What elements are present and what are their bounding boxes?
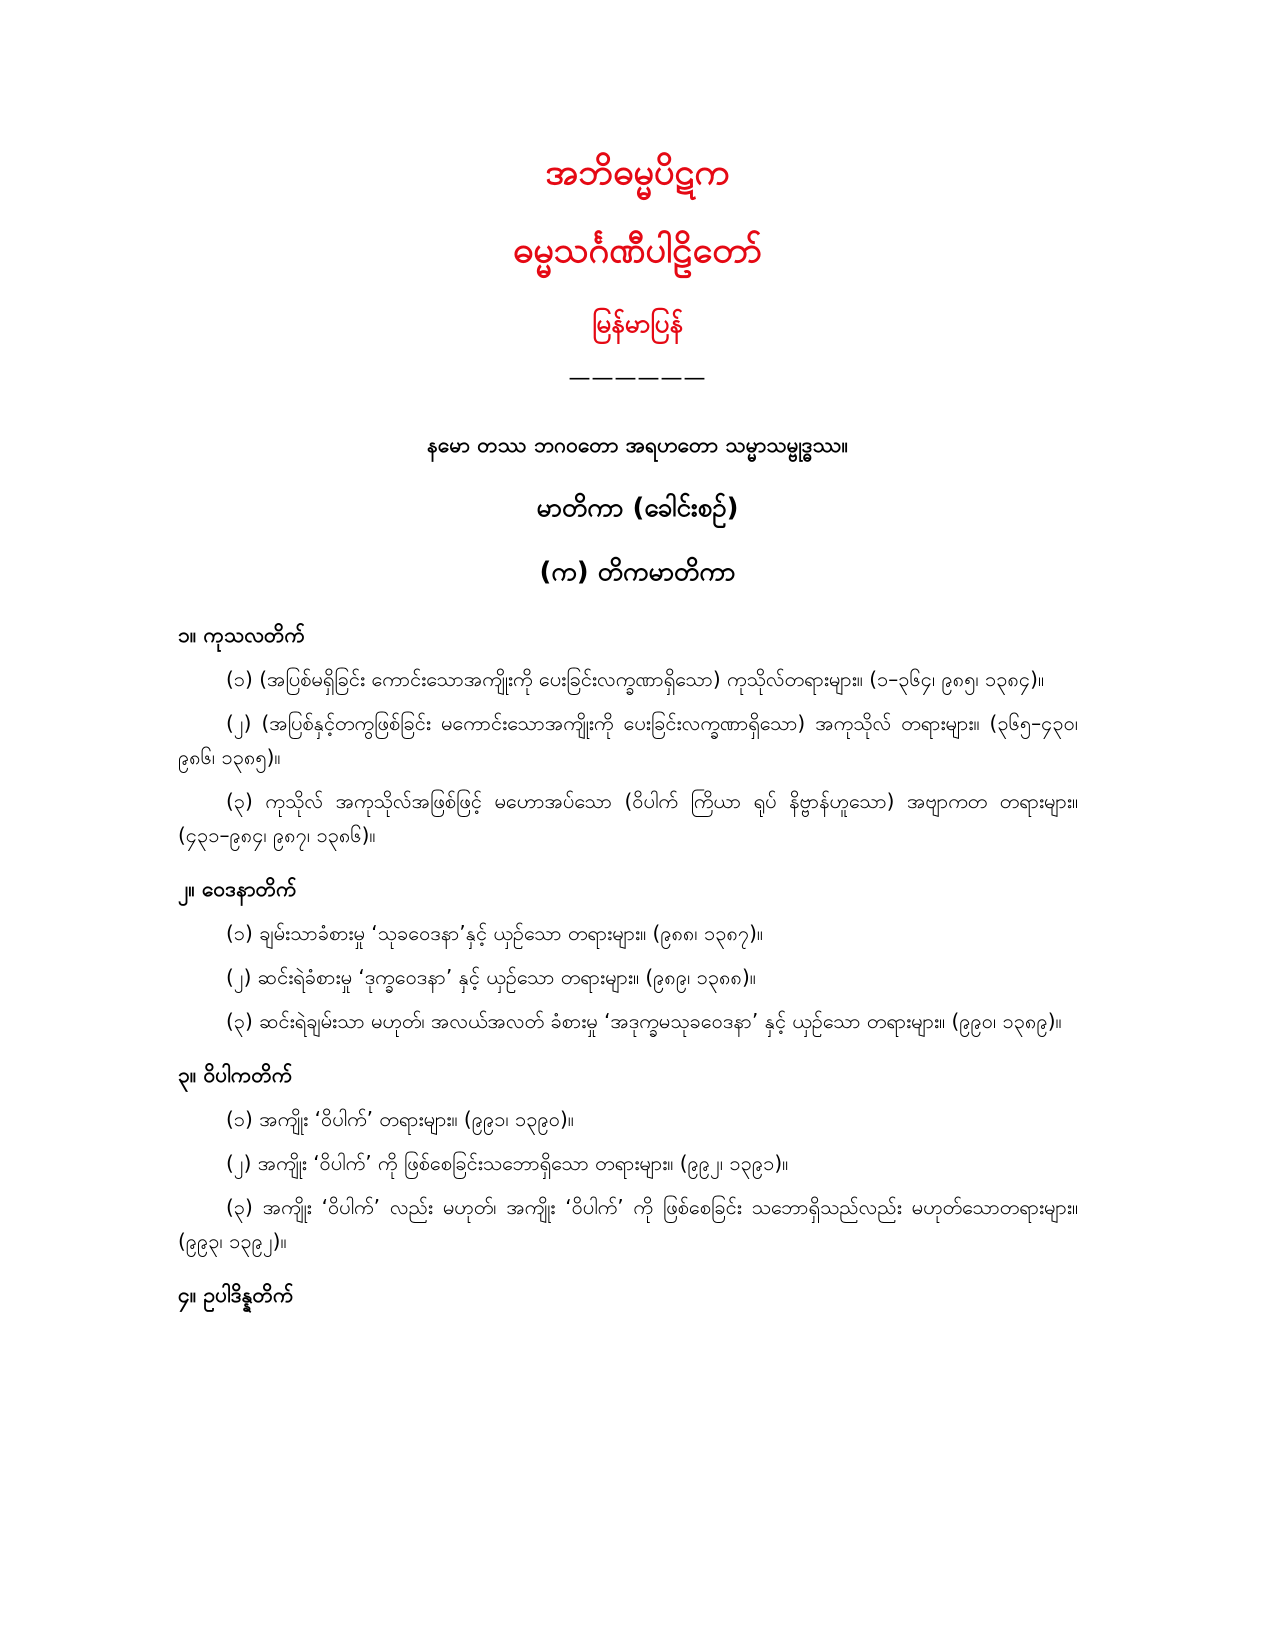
section-title: ၂။ ဝေဒနာတိက် [178, 877, 297, 901]
list-item: (၃) ကုသိုလ် အကုသိုလ်အဖြစ်ဖြင့် မဟောအပ်သော (ဝိပါက် ကြိယာ ရုပ် နိဗ္ဗာန်ဟူသော) အဗျာကတ တရားများ။ (၄၃၁–၉၈၄၊ ၉၈၇၊ ၁၃၈၆)။ [178, 789, 1078, 847]
list-item: (၁) ချမ်းသာခံစားမှု ‘သုခဝေဒနာ’နှင့် ယှဉ်သော တရားများ။ (၉၈၈၊ ၁၃၈၇)။ [226, 921, 763, 945]
title-abhidhamma-pitaka: အဘိဓမ္မပိဋက [545, 152, 730, 193]
namo-homage-line: နမော တဿ ဘဂဝတော အရဟတော သမ္မာသမ္ဗုဒ္ဓဿ။ [427, 433, 848, 457]
section-vipaka-tika [178, 1058, 1078, 1258]
matika-heading: မာတိကာ (ခေါင်းစဉ်) [536, 493, 739, 523]
section-kusala-tika [178, 618, 1078, 852]
tika-matika-subheading: (က) တိကမာတိကာ [539, 557, 736, 587]
list-item: (၂) အကျိုး ‘ဝိပါက်’ ကို ဖြစ်စေခြင်းသဘောရှိသော တရားများ။ (၉၉၂၊ ၁၃၉၁)။ [226, 1151, 789, 1175]
section-title: ၄။ ဥပါဒိန္နတိက် [178, 1283, 294, 1307]
section-upadinna-tika [178, 1278, 1078, 1312]
list-item: (၁) (အပြစ်မရှိခြင်း ကောင်းသောအကျိုးကို ပေးခြင်းလက္ခဏာရှိသော) ကုသိုလ်တရားများ။ (၁–၃၆၄၊ ၉၈၅၊ ၁၃၈၄)။ [226, 667, 1044, 691]
matika-content [178, 618, 1078, 1332]
list-item: (၃) ဆင်းရဲချမ်းသာ မဟုတ်၊ အလယ်အလတ် ခံစားမှု ‘အဒုက္ခမသုခဝေဒနာ’ နှင့် ယှဉ်သော တရားများ။ (၉၉၀၊ ၁၃၈၉)။ [226, 1009, 1062, 1033]
section-title: ၃။ ဝိပါကတိက် [178, 1063, 293, 1087]
list-item: (၁) အကျိုး ‘ဝိပါက်’ တရားများ။ (၉၉၁၊ ၁၃၉၀)။ [226, 1107, 574, 1131]
list-item: (၂) (အပြစ်နှင့်တကွဖြစ်ခြင်း မကောင်းသောအကျိုးကို ပေးခြင်းလက္ခဏာရှိသော) အကုသိုလ် တရားများ။ (၃၆၅–၄၃၀၊ ၉၈၆၊ ၁၃၈၅)။ [178, 711, 1078, 769]
title-divider: —————— [568, 366, 707, 391]
title-myanmar-translation: မြန်မာပြန် [592, 309, 683, 339]
section-title: ၁။ ကုသလတိက် [178, 623, 306, 647]
list-item: (၃) အကျိုး ‘ဝိပါက်’ လည်း မဟုတ်၊ အကျိုး ‘ဝိပါက်’ ကို ဖြစ်စေခြင်း သဘောရှိသည်လည်း မဟုတ်သောတရားများ။ (၉၉၃၊ ၁၃၉၂)။ [178, 1195, 1078, 1253]
list-item: (၂) ဆင်းရဲခံစားမှု ‘ဒုက္ခဝေဒနာ’ နှင့် ယှဉ်သော တရားများ။ (၉၈၉၊ ၁၃၈၈)။ [226, 965, 756, 989]
title-dhammasangani-pali: ဓမ္မသင်္ဂဏီပါဠိတော် [512, 230, 763, 271]
section-vedana-tika [178, 872, 1078, 1038]
